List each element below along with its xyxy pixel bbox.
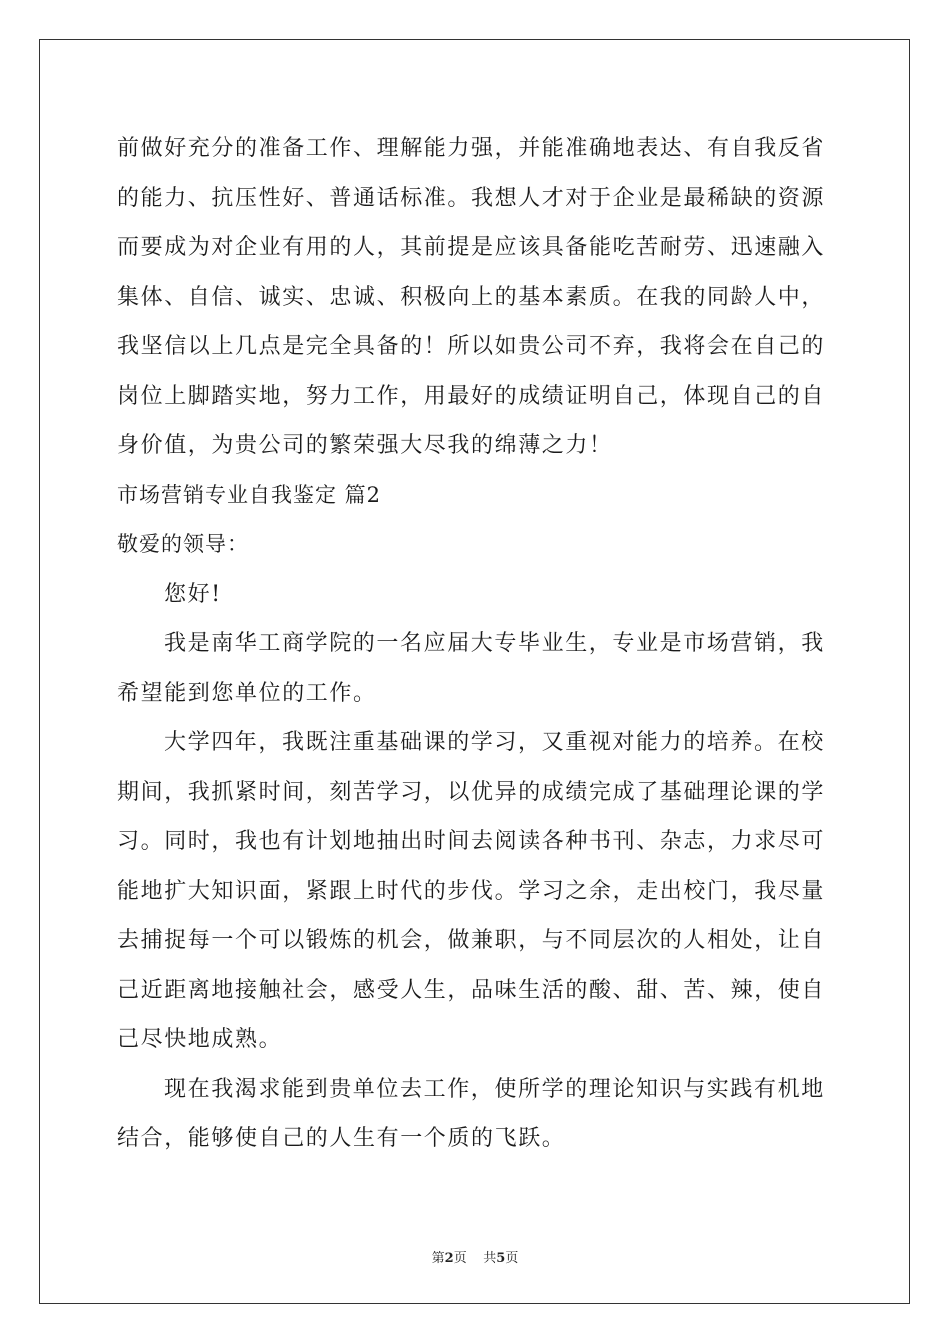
page-number: 2: [444, 1251, 454, 1266]
text-line: 的能力、抗压性好、普通话标准。我想人才对于企业是最稀缺的资源: [117, 185, 826, 211]
total-prefix: 共: [483, 1251, 497, 1266]
text-line: 您好!: [164, 581, 222, 607]
text-line: 大学四年，我既注重基础课的学习，又重视对能力的培养。在校: [164, 730, 825, 755]
total-pages: 5: [496, 1251, 506, 1266]
document-body: [117, 124, 835, 1164]
text-line: 期间，我抓紧时间，刻苦学习，以优异的成绩完成了基础理论课的学: [117, 779, 826, 805]
heading-line: 敬爱的领导：: [117, 532, 249, 556]
text-line: 希望能到您单位的工作。: [117, 680, 377, 706]
text-line: 己近距离地接触社会，感受人生，品味生活的酸、甜、苦、辣，使自: [117, 977, 826, 1003]
text-line: 身价值，为贵公司的繁荣强大尽我的绵薄之力！: [117, 433, 613, 458]
total-suffix: 页: [505, 1251, 519, 1266]
text-line: 能地扩大知识面，紧跟上时代的步伐。学习之余，走出校门，我尽量: [117, 878, 826, 904]
text-line: 现在我渴求能到贵单位去工作，使所学的理论知识与实践有机地: [164, 1076, 825, 1102]
text-line: 岗位上脚踏实地，努力工作，用最好的成绩证明自己，体现自己的自: [117, 383, 826, 409]
text-line: 结合，能够使自己的人生有一个质的飞跃。: [117, 1126, 566, 1151]
text-line: 而要成为对企业有用的人，其前提是应该具备能吃苦耐劳、迅速融入: [117, 235, 826, 260]
text-line: 去捕捉每一个可以锻炼的机会，做兼职，与不同层次的人相处，让自: [117, 928, 826, 953]
text-line: 我坚信以上几点是完全具备的！所以如贵公司不弃，我将会在自己的: [117, 334, 826, 359]
text-line: 集体、自信、诚实、忠诚、积极向上的基本素质。在我的同龄人中，: [117, 284, 826, 310]
text-line: 前做好充分的准备工作、理解能力强，并能准确地表达、有自我反省: [117, 136, 826, 161]
heading-line: 市场营销专业自我鉴定 篇2: [117, 482, 382, 507]
text-line: 己尽快地成熟。: [117, 1027, 283, 1052]
page-suffix: 页: [453, 1251, 467, 1266]
text-line: 习。同时，我也有计划地抽出时间去阅读各种书刊、杂志，力求尽可: [117, 829, 826, 854]
text-line: 我是南华工商学院的一名应届大专毕业生，专业是市场营销，我: [164, 631, 825, 656]
page-prefix: 第: [431, 1251, 445, 1266]
page-footer: [0, 1247, 950, 1266]
